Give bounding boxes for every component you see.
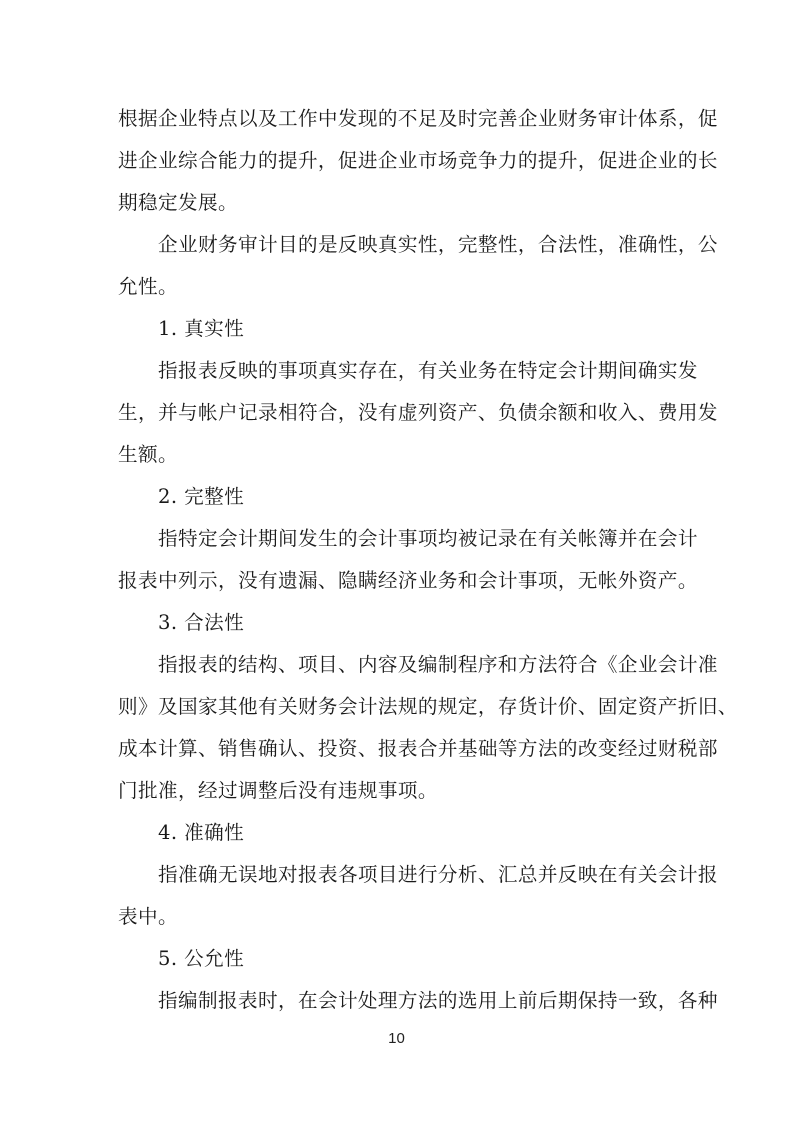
paragraph-line: 门批准，经过调整后没有违规事项。	[118, 779, 438, 802]
section-heading-authenticity: 1. 真实性	[158, 317, 245, 340]
section-heading-legality: 3. 合法性	[158, 611, 245, 634]
paragraph-line: 指准确无误地对报表各项目进行分析、汇总并反映在有关会计报	[158, 863, 718, 886]
paragraph-line: 生，并与帐户记录相符合，没有虚列资产、负债余额和收入、费用发	[118, 401, 718, 424]
paragraph-line: 指特定会计期间发生的会计事项均被记录在有关帐簿并在会计	[158, 527, 698, 550]
paragraph-line: 根据企业特点以及工作中发现的不足及时完善企业财务审计体系，促	[118, 107, 718, 130]
paragraph-line: 指报表的结构、项目、内容及编制程序和方法符合《企业会计准	[158, 653, 718, 676]
paragraph-line: 指编制报表时，在会计处理方法的选用上前后期保持一致，各种	[158, 989, 718, 1012]
paragraph-line: 则》及国家其他有关财务会计法规的规定，存货计价、固定资产折旧、	[118, 695, 738, 718]
paragraph-line: 生额。	[118, 443, 178, 466]
paragraph-line: 进企业综合能力的提升，促进企业市场竞争力的提升，促进企业的长	[118, 149, 718, 172]
page-number: 10	[388, 1030, 405, 1047]
paragraph-line: 报表中列示，没有遗漏、隐瞒经济业务和会计事项，无帐外资产。	[118, 569, 698, 592]
paragraph-line: 成本计算、销售确认、投资、报表合并基础等方法的改变经过财税部	[118, 737, 718, 760]
paragraph-line: 指报表反映的事项真实存在，有关业务在特定会计期间确实发	[158, 359, 698, 382]
paragraph-line: 企业财务审计目的是反映真实性，完整性，合法性，准确性，公	[158, 233, 718, 256]
document-page-body	[118, 98, 738, 1022]
paragraph-line: 期稳定发展。	[118, 191, 238, 214]
paragraph-line: 允性。	[118, 275, 178, 298]
section-heading-completeness: 2. 完整性	[158, 485, 245, 508]
section-heading-accuracy: 4. 准确性	[158, 821, 245, 844]
section-heading-fairness: 5. 公允性	[158, 947, 245, 970]
paragraph-line: 表中。	[118, 905, 178, 928]
